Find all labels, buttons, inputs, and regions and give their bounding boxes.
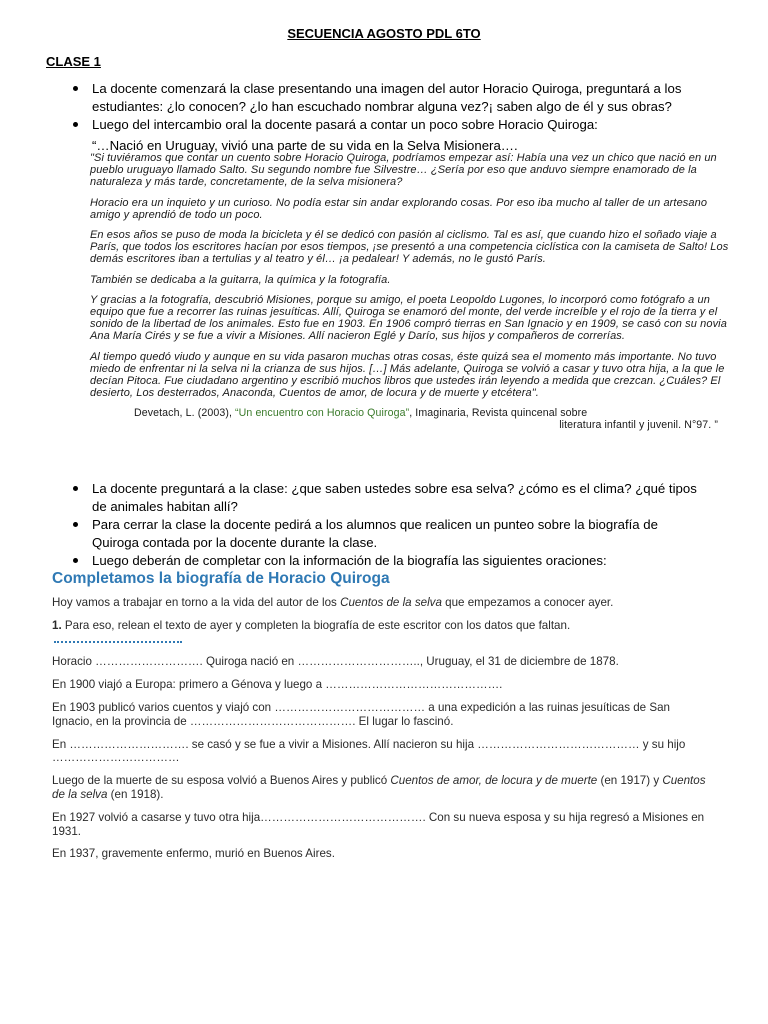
worksheet-intro [52, 596, 712, 610]
scan-paragraph: Horacio era un inquieto y un curioso. No podía estar sin andar explorando cosas. Por eso iba mucho al taller de un artesano amigo y aprendió de todo un poco. [90, 196, 708, 221]
scan-paragraph: En esos años se puso de moda la bicicleta y él se dedicó con pasión al ciclismo. Tal es así, que cuando hizo el soñado viaje a París, que todos los escritores hacían por esos tiempos, ¡se presentó a una competencia ciclística con la camiseta de Salto! Los demás escritores iban a tertulias y al teatro y él… ¡a pedalear! Y además, no le gustó París. [90, 229, 729, 266]
book-title: Cuentos de amor, de locura y de muerte [390, 774, 598, 788]
citation [134, 407, 740, 431]
worksheet-title: Completamos la biografía de Horacio Quiroga [52, 570, 390, 587]
scan-paragraph: "Si tuviéramos que contar un cuento sobre Horacio Quiroga, podríamos empezar así: Había una vez un chico que nació en un pueblo uruguayo llamado Salto. Su segundo nombre fue Silvestre… ¿Sería por eso que anduvo siempre enamorado de la naturaleza y más tarde, concretamente, de la selva misionera? [90, 152, 717, 189]
fill-sentence-6: En 1927 volvió a casarse y tuvo otra hija……………………………………. Con su nueva esposa y su hija regresó a Misiones en 1931. [52, 810, 705, 838]
intro-text: que empezamos a conocer ayer. [441, 595, 614, 609]
instruction-text: Para eso, relean el texto de ayer y completen la biografía de este escritor con los datos que faltan. [61, 618, 571, 632]
fill-sentence-7: En 1937, gravemente enfermo, murió en Buenos Aires. [52, 847, 335, 861]
worksheet [52, 572, 712, 922]
quote-intro: “…Nació en Uruguay, vivió una parte de su vida en la Selva Misionera…. [92, 138, 518, 153]
bullet-item: La docente comenzará la clase presentando una imagen del autor Horacio Quiroga, preguntará a los estudiantes: ¿lo conocen? ¿lo han escuchado nombrar alguna vez?¡ saben algo de él y sus obras? [46, 80, 706, 115]
fill-sentence-3: En 1903 publicó varios cuentos y viajó con ………………………………… a una expedición a las ruinas jesuíticas de San Ignacio, en la provincia de ……………………………………. El lugar lo fascinó. [52, 700, 670, 728]
fill-sentence-2: En 1900 viajó a Europa: primero a Génova y luego a ………………………………………. [52, 678, 503, 692]
citation-tail: literatura infantil y juvenil. N°97. ” [559, 419, 718, 432]
intro-book-title: Cuentos de la selva [340, 595, 442, 609]
bullet-item: Luego del intercambio oral la docente pasará a contar un poco sobre Horacio Quiroga: [46, 116, 706, 134]
scanned-quote-block [90, 152, 740, 478]
fill-sentence-4: En …………………………. se casó y se fue a vivir a Misiones. Allí nacieron su hija …………………………………… y su hijo …………………………… [52, 737, 686, 765]
bullet-item: La docente preguntará a la clase: ¿que saben ustedes sobre esa selva? ¿cómo es el clima? ¿qué tipos de animales habitan allí? [46, 480, 706, 515]
page-title: SECUENCIA AGOSTO PDL 6TO [287, 26, 481, 41]
sentence-text: (en 1918). [107, 787, 164, 801]
clase-heading: CLASE 1 [46, 54, 101, 69]
book-title: Cuentos de la selva [52, 774, 706, 801]
closing-bullet-list [46, 480, 706, 571]
scan-paragraph: Al tiempo quedó viudo y aunque en su vida pasaron muchas otras cosas, éste quizá sea el momento más importante. No tuvo miedo de enfrentar ni la selva ni la crianza de sus hijos. […] Más adelante, Quiroga se volvió a casar y tuvo otra hija, a la que le decían Pitoca. Fue ciudadano argentino y escribió muchos libros que ustedes irán leyendo a medida que crezcan. ¿Cuáles? El desierto, Los desterrados, Anaconda, Cuentos de amor, de locura y de muerte y etcétera". [90, 350, 725, 400]
instruction-number: 1. [52, 618, 62, 632]
scan-paragraph: Y gracias a la fotografía, descubrió Misiones, porque su amigo, el poeta Leopoldo Lugones, lo incorporó como fotógrafo a un equipo que fue a recorrer las ruinas jesuíticas. Allí, Quiroga se enamoró del monte, del verde increíble y el rojo de la tierra y el sonido de la libertad de los animales. Esto fue en 1903. En 1906 compró tierras en San Ignacio y en 1909, se casó con su novia Ana María Cirés y se fue a vivir a Misiones. Allí nacieron Eglé y Darío, sus hijos y compañeros de correrías. [90, 293, 727, 343]
citation-source: , Imaginaria, Revista quincenal sobre [409, 407, 588, 420]
bullet-item: Luego deberán de completar con la información de la biografía las siguientes oraciones: [46, 552, 706, 570]
fill-sentence-5 [52, 774, 712, 802]
citation-author: Devetach, L. (2003), [134, 407, 236, 420]
scan-paragraph: También se dedicaba a la guitarra, la química y la fotografía. [90, 273, 391, 286]
sentence-text: (en 1917) y [597, 774, 663, 788]
bullet-item: Para cerrar la clase la docente pedirá a los alumnos que realicen un punteo sobre la biografía de Quiroga contada por la docente durante la clase. [46, 516, 706, 551]
intro-bullet-list [46, 80, 706, 135]
intro-text: Hoy vamos a trabajar en torno a la vida del autor de los [52, 595, 341, 609]
dotted-rule [54, 641, 182, 643]
citation-work: “Un encuentro con Horacio Quiroga” [235, 407, 410, 420]
fill-sentence-1: Horacio ………………………. Quiroga nació en ………………………….., Uruguay, el 31 de diciembre de 1878. [52, 655, 619, 669]
sentence-text: Luego de la muerte de su esposa volvió a Buenos Aires y publicó [52, 774, 391, 788]
worksheet-instruction [52, 619, 712, 633]
